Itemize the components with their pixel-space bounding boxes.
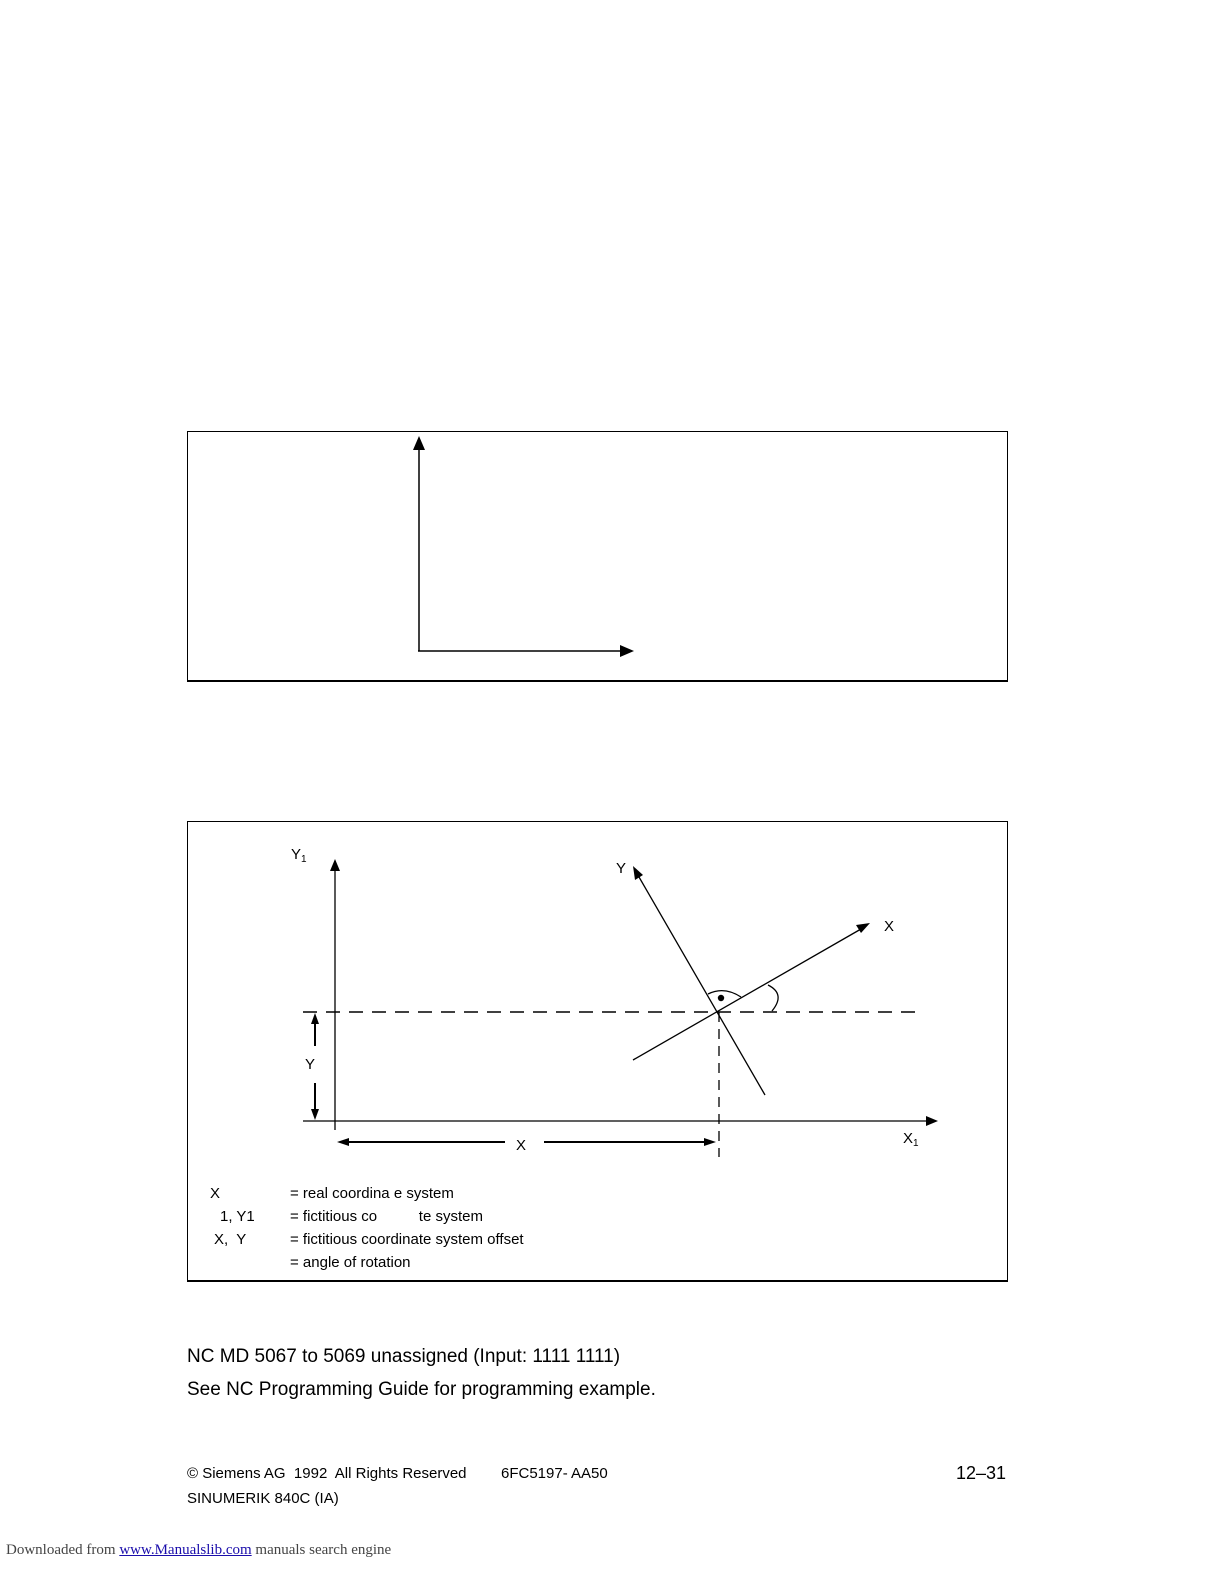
legend-term: X [210,1185,221,1202]
legend-term: X, Y [214,1231,247,1248]
download-banner [6,1542,391,1559]
legend-definition: = angle of rotation [290,1254,411,1271]
legend-definition: = real coordina e system [290,1185,454,1202]
axes-diagram-frame [187,431,1008,682]
right-angle-dot [718,995,724,1001]
axes-diagram [188,432,1009,683]
coordinate-rotation-diagram-frame [187,821,1008,1282]
x1-axis-label: $X_1$ [903,1130,919,1149]
rotated-x-axis-label: X [884,918,895,935]
offset-x-arrow-right-head [704,1138,716,1146]
footer-order-number: 6FC5197- AA50 [501,1465,608,1482]
y1-axis-arrowhead [330,859,340,871]
rotated-y-axis-label: Y [616,860,627,877]
right-angle-arc [708,991,741,997]
rotated-y-axis-line [639,877,765,1095]
md-unassigned-note: NC MD 5067 to 5069 unassigned (Input: 1111 1111) [187,1346,621,1367]
manualslib-link[interactable]: www.Manualslib.com [119,1542,252,1558]
x1-axis-arrowhead [926,1116,938,1126]
download-prefix: Downloaded from [6,1542,120,1558]
download-suffix: manuals search engine [251,1542,392,1558]
rotated-y-axis-arrowhead [633,866,643,880]
x-axis-arrowhead [620,645,634,657]
rotated-x-axis-arrowhead [856,923,870,933]
rotation-angle-arc [768,985,778,1011]
programming-guide-note: See NC Programming Guide for programming example. [187,1379,656,1400]
rotated-x-axis-line [633,929,861,1060]
offset-x-label: X [516,1137,527,1154]
footer-product: SINUMERIK 840C (IA) [187,1490,339,1507]
footer-copyright: © Siemens AG 1992 All Rights Reserved [187,1465,467,1482]
offset-y-arrow-down-head [311,1109,319,1120]
legend-definition: = fictitious co te system [290,1208,483,1225]
y1-axis-label: $Y_1$ [291,846,307,865]
y-axis-arrowhead [413,436,425,450]
legend-definition: = fictitious coordinate system offset [290,1231,524,1248]
offset-y-label: Y [305,1056,316,1073]
legend-term: 1, Y1 [220,1208,255,1225]
offset-y-arrow-up-head [311,1013,319,1024]
page-number: 12–31 [956,1463,1007,1483]
offset-x-arrow-left-head [337,1138,349,1146]
